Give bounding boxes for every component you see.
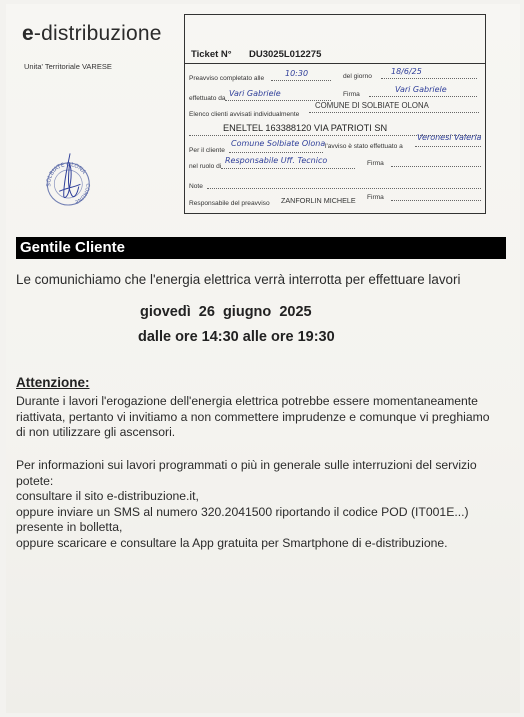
outage-date — [140, 304, 312, 320]
info-line: oppure scaricare e consultare la App gratuita per Smartphone di e-distribuzione. — [16, 535, 448, 550]
info-line: consultare il sito e-distribuzione.it, — [16, 489, 199, 503]
ruolo-label: nel ruolo di — [189, 163, 222, 170]
stamp-side-text: COMUNE — [73, 183, 91, 205]
greeting-banner: Gentile Cliente — [16, 237, 506, 259]
municipal-stamp — [40, 147, 96, 217]
info-line: Per informazioni sui lavori programmati o più in generale sulle interruzioni del servizio — [16, 458, 477, 472]
firma1-label: Firma — [343, 91, 360, 98]
giorno-label: del giorno — [343, 73, 372, 80]
logo-text: -distribuzione — [33, 22, 162, 45]
info-line: presente in bolletta, — [16, 520, 123, 534]
date-year: 2025 — [279, 304, 312, 320]
cliente-label: Per il cliente — [189, 147, 225, 154]
outage-time: dalle ore 14:30 alle ore 19:30 — [138, 329, 335, 345]
firma2-label: Firma — [367, 160, 384, 167]
ticket-label: Ticket N° — [191, 49, 232, 60]
date-weekday: giovedì — [140, 304, 191, 320]
attention-paragraph — [16, 394, 512, 441]
intro-text: Le comunichiamo che l'energia elettrica verrà interrotta per effettuare lavori — [16, 272, 461, 287]
date-day: 26 giugno — [198, 304, 272, 320]
elenco-value: COMUNE DI SOLBIATE OLONA — [315, 101, 429, 110]
logo-mark: e — [22, 22, 34, 45]
info-line: oppure inviare un SMS al numero 320.2041500 riportando il codice POD (IT001E...) — [16, 504, 469, 519]
resp-value: ZANFORLIN MICHELE — [281, 196, 356, 205]
ticket-number: DU3025L012275 — [249, 49, 322, 60]
attention-line: di non utilizzare gli ascensori. — [16, 425, 176, 439]
ruolo-value: Responsabile Uff. Tecnico — [225, 156, 328, 165]
preavviso-label: Preavviso completato alle — [189, 75, 265, 82]
avviso-label: l'avviso è stato effettuato a — [325, 143, 403, 150]
elenco-label: Elenco clienti avvisati individualmente — [189, 111, 300, 118]
info-line: potete: — [16, 473, 54, 488]
company-logo — [22, 22, 162, 46]
handwritten-signature — [54, 153, 82, 199]
territorial-unit: Unita' Territoriale VARESE — [24, 62, 112, 71]
firma1-signature: Vari Gabriele — [395, 85, 447, 94]
cliente-value: Comune Solbiate Olona — [231, 139, 326, 148]
attention-title: Attenzione: — [16, 375, 90, 390]
preavviso-time: 10:30 — [285, 69, 309, 78]
note-label: Note — [189, 183, 203, 190]
firma3-label: Firma — [367, 194, 384, 201]
giorno-value: 18/6/25 — [391, 67, 422, 76]
resp-label: Responsabile del preavviso — [189, 200, 270, 207]
effettuato-label: effettuato da — [189, 95, 226, 102]
attention-line: riattivata, pertanto vi invitiamo a non commettere imprudenze e comunque vi preghiamo — [16, 409, 490, 424]
stamp-graphic — [40, 147, 96, 217]
info-paragraph — [16, 458, 512, 551]
attention-line: Durante i lavori l'erogazione dell'energia elettrica potrebbe essere momentaneamente — [16, 394, 478, 408]
avviso-value: Veronesi Valeria — [417, 133, 482, 142]
stamp-top-text: SOLBIATE OLONA — [46, 161, 87, 187]
client-line: ENELTEL 163388120 VIA PATRIOTI SN — [223, 123, 388, 133]
ticket-form — [184, 14, 486, 214]
effettuato-value: Vari Gabriele — [229, 89, 281, 98]
